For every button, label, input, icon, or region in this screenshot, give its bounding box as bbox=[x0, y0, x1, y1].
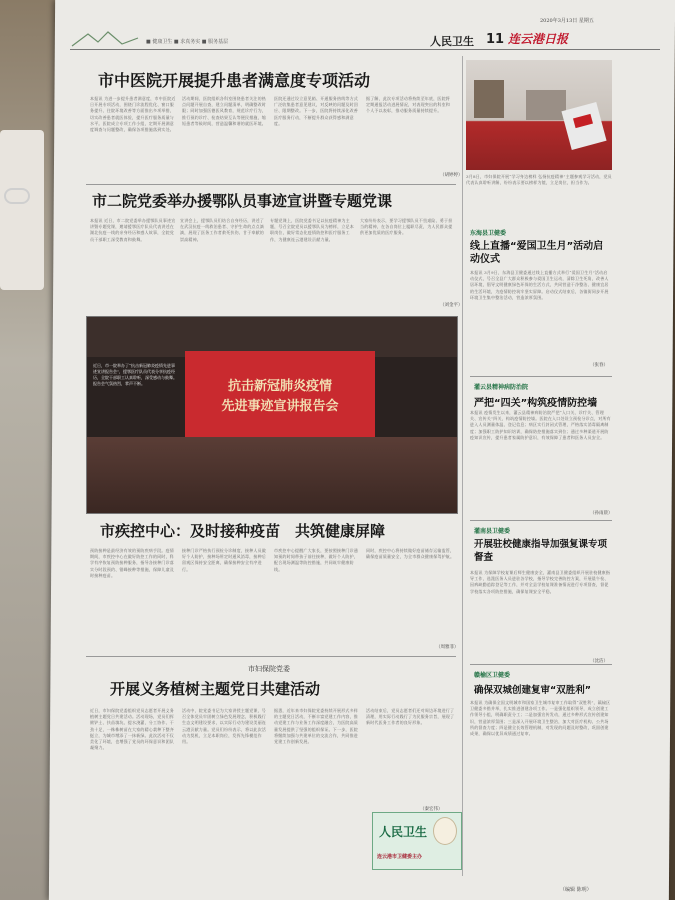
sidebar-2-body: 本报讯 疫情发生以来，灌云县精神病防治院严把“入口关、诊疗关、管理关、宣传关”四关，构筑疫情防控墙。医院在入口处设立预检分诊点，对所有进入人员测量体温、登记信息；病区实行封闭式管理，严格落实消毒隔离制度；加强职工防护知识培训，确保防控措施落实到位；通过多种渠道开展防疫知识宣传，提升患者家属防护意识，有效保障了患者和医务人员安全。 bbox=[470, 410, 611, 440]
article-3-body-4: 同时，疾控中心将持续做好疫苗储存运输监管，确保疫苗质量安全，为全市群众健康保驾护航。 bbox=[366, 548, 455, 560]
article-1-headline: 市中医院开展提升患者满意度专项活动 bbox=[98, 71, 371, 90]
stamp-title: 人民卫生 bbox=[379, 825, 428, 839]
sidebar-4-kicker: 赣榆区卫健委 bbox=[474, 672, 511, 679]
page-number: 11 bbox=[486, 32, 505, 47]
desk-object bbox=[0, 130, 44, 290]
sidebar-1-title: 线上直播“爱国卫生月”活动启动仪式 bbox=[470, 241, 604, 265]
byline: （秦宏伟） bbox=[420, 807, 443, 812]
article-3-body-3: 市疾控中心提醒广大家长，要按照接种门诊通知预约时间带孩子前往接种，做好个人防护，配合现场测温等防控措施，共同筑牢健康防线。 bbox=[274, 548, 358, 572]
article-3-body-2: 接种门诊严格执行预检分诊制度，接种人员做好个人防护，接种场所定时通风消毒，接种后留观区保持安全距离，确保接种安全有序进行。 bbox=[182, 548, 266, 572]
issue-date: 2020年3月13日 星期五 bbox=[540, 18, 594, 24]
banner-line-2: 先进事迹宣讲报告会 bbox=[221, 399, 339, 414]
sidebar-2-title: 严把“四关”构筑疫情防控墙 bbox=[474, 398, 598, 409]
article-4-body-3: 据悉，近年来市妇保院党委持续开展形式多样的主题党日活动，不断丰富党建工作内容，推动党建工作与业务工作深度融合，为医院高质量发展提供了坚强的组织保证。下一步，医院将继续加强与共建单位的交流合作，共同推进党建工作创新发展。 bbox=[274, 708, 358, 745]
sidebar-2-kicker: 灌云县精神病防治院 bbox=[474, 384, 529, 391]
article-1-body-3: 医院还通过设立意见箱、开通服务热线等方式广泛收集患者意见建议，对反映的问题及时回应、限期整改。下一步，医院将持续深化改善医疗服务行动，不断提升群众获得感和满意度。 bbox=[274, 96, 358, 126]
sidebar-1-body: 本报讯 3月9日，东海县卫健委通过线上直播方式举行“爱国卫生月”活动启动仪式，号召全县广大群众积极参与爱国卫生运动，清除卫生死角，改善人居环境，倡导文明健康绿色环保的生活方式，共同营造干净整洁、健康宜居的生活环境，为疫情防控筑牢坚实屏障。启动仪式结束后，各镇街同步开展环境卫生集中整治活动，营造浓厚氛围。 bbox=[470, 270, 609, 300]
article-4-kicker: 市妇保院党委 bbox=[248, 665, 290, 673]
article-4-headline: 开展义务植树主题党日共建活动 bbox=[110, 680, 321, 698]
byline: （胡婷婷） bbox=[440, 173, 463, 178]
article-1-body: 本报讯 为进一步提升患者满意度，市中医院近日开展专项活动，围绕门诊流程优化、窗口服务提升、住院环境改善等方面推出多项举措，切实改善患者就医体验，提升医疗服务质量与水平。医院成立专项工作小组，定期开展满意度调查与问题整改，确保各项措施落到实处。 bbox=[90, 96, 176, 133]
meeting-photo-caption: 近日，市一院举办了“抗击新冠肺炎疫情先进事迹宣讲报告会”，援鄂医疗队员代表分享抗疫经历，全院干部职工认真聆听，深受感动与鼓舞。报告会气氛热烈，掌声不断。 bbox=[93, 363, 177, 386]
banner-line-1: 抗击新冠肺炎疫情 bbox=[227, 379, 332, 394]
article-3-body: 预防接种是最经济有效的预防疾病手段。疫情期间，市疾控中心在做好防控工作的同时，科学有序恢复预防接种服务，指导各接种门诊落实分时段预约、错峰接种等措施，保障儿童及时接种疫苗。 bbox=[90, 548, 174, 578]
byline: （周雅菲） bbox=[436, 645, 459, 650]
section-name: 人民卫生 bbox=[430, 35, 474, 48]
sidebar-3-title: 开展驻校健康指导加强复课专项督查 bbox=[474, 539, 608, 563]
article-4-body: 近日，市妇保院党委组织党员志愿者开展义务植树主题党日共建活动。活动现场，党员们挥锹铲土、扶苗填坑、提水浇灌，分工协作、干劲十足，一株株树苗在大家的精心栽种下整齐挺立，为城市增添了一抹新绿。此次活动不仅美化了环境，也增强了党员的环保意识和团队凝聚力。 bbox=[90, 708, 174, 751]
byline: （孙雨晨） bbox=[590, 511, 613, 516]
exhibition-photo-caption: 3月8日，市妇保院开展“学习身边榜样 弘扬抗疫精神”主题参观学习活动，党员代表认真聆听讲解，纷纷表示要以榜样为镜，立足岗位，担当作为。 bbox=[466, 174, 612, 186]
article-2-body-3: 专题党课上，医院党委书记以抗疫精神为主题，号召全院党员以援鄂队员为榜样，立足本职岗位，做好常态化疫情防控和医疗服务工作，为健康连云港建设贡献力量。 bbox=[270, 218, 354, 242]
article-1-body-4: 据了解，此次专项活动将持续至年底，医院将定期通报活动进展情况，对表现突出的科室和个人予以表彰，推动服务质量持续提升。 bbox=[366, 96, 450, 114]
article-3-headline: 市疾控中心：及时接种疫苗 共筑健康屏障 bbox=[100, 522, 386, 540]
sidebar-1-kicker: 东海县卫健委 bbox=[470, 230, 507, 237]
byline: （刘金平） bbox=[440, 303, 463, 308]
separator bbox=[470, 376, 612, 377]
byline: （张春） bbox=[590, 363, 608, 368]
article-2-body-2: 宣讲会上，援鄂队员们结合自身经历，讲述了在武汉抗疫一线救治患者、守护生命的点点滴滴，展现了医务工作者救死扶伤、甘于奉献的崇高精神。 bbox=[180, 218, 264, 242]
audience-area bbox=[87, 437, 457, 513]
paper-clip-icon bbox=[4, 188, 30, 204]
separator bbox=[470, 664, 612, 665]
article-2-headline: 市二院党委举办援鄂队员事迹宣讲暨专题党课 bbox=[92, 192, 393, 210]
stage-screen bbox=[185, 351, 375, 439]
header-slogan: ■ 健康卫生 ■ 求真务实 ■ 服务基层 bbox=[146, 39, 229, 45]
doctor-mascot-icon bbox=[433, 817, 457, 845]
byline: （沈洁） bbox=[590, 659, 608, 664]
sidebar-3-kicker: 灌南县卫健委 bbox=[474, 528, 511, 535]
section-stamp bbox=[372, 812, 462, 870]
sidebar-4-body: 本报讯 为确保全国文明城市和国家卫生城市复审工作取得“双胜利”，赣榆区卫健委多措并举，扎实推进创建各项工作。一是强化组织领导，成立创建工作领导小组，明确职责分工；二是加强宣传发动，通过多种形式宣传创建知识，营造浓厚氛围；三是深入开展环境卫生整治，加大对医疗机构、公共场所的督查力度；四是健全长效管理机制，对发现的问题及时整改，巩固创建成果，确保以优异成绩通过复审。 bbox=[470, 700, 611, 737]
separator bbox=[86, 184, 456, 185]
mountain-logo-icon bbox=[70, 30, 140, 48]
separator bbox=[470, 520, 612, 521]
separator bbox=[86, 656, 456, 657]
column-divider bbox=[462, 56, 463, 876]
article-2-body-4: 大家纷纷表示，要学习援鄂队员不畏艰险、勇于担当的精神，在各自岗位上履职尽责，为人民群众提供更加优质的医疗服务。 bbox=[360, 218, 453, 236]
stamp-sponsor: 连云港市卫健委主办 bbox=[377, 854, 423, 860]
editor-byline: （编辑 陈明） bbox=[560, 887, 592, 893]
sidebar-3-body: 本报讯 为保障学校复课后师生健康安全，灌南县卫健委组织开展驻校健康指导工作，选派医务人员进驻各学校，指导学校完善防控方案，开展晨午检、因病缺勤追踪登记等工作，并对全县学校复课准备情况进行专项督查，督促学校落实各项防控措施，确保复课安全平稳。 bbox=[470, 570, 611, 594]
article-4-body-4: 活动结束后，党员志愿者们还对周边环境进行了清理，用实际行动践行了为民服务宗旨，展现了新时代医务工作者的良好形象。 bbox=[366, 708, 455, 726]
meeting-photo bbox=[86, 316, 458, 514]
sidebar-4-title: 确保双城创建复审“双胜利” bbox=[474, 685, 591, 696]
article-2-body: 本报讯 近日，市二院党委举办援鄂队员事迹宣讲暨专题党课，邀请援鄂医疗队员代表讲述在湖北抗疫一线的亲身经历和感人故事，全院党员干部职工深受教育和鼓舞。 bbox=[90, 218, 176, 242]
article-1-body-2: 活动期间，医院组织各科室围绕患者关注的热点问题开展自查，建立问题清单，明确整改时限；同时加强医德医风教育，规范诊疗行为，推行预约诊疗、检查结果互认等便民措施，缩短患者等候时间，营造温馨和谐的就医环境。 bbox=[182, 96, 266, 126]
article-4-body-2: 活动中，院党委书记为大家讲授主题党课，号召全体党员牢固树立绿色发展理念，积极践行生态文明建设要求，以实际行动为建设美丽连云港贡献力量。党员们纷纷表示，将以此次活动为契机，立足本职岗位，发挥先锋模范作用。 bbox=[182, 708, 266, 745]
exhibition-photo bbox=[466, 60, 612, 170]
masthead-logo: 连云港日报 bbox=[508, 32, 569, 46]
